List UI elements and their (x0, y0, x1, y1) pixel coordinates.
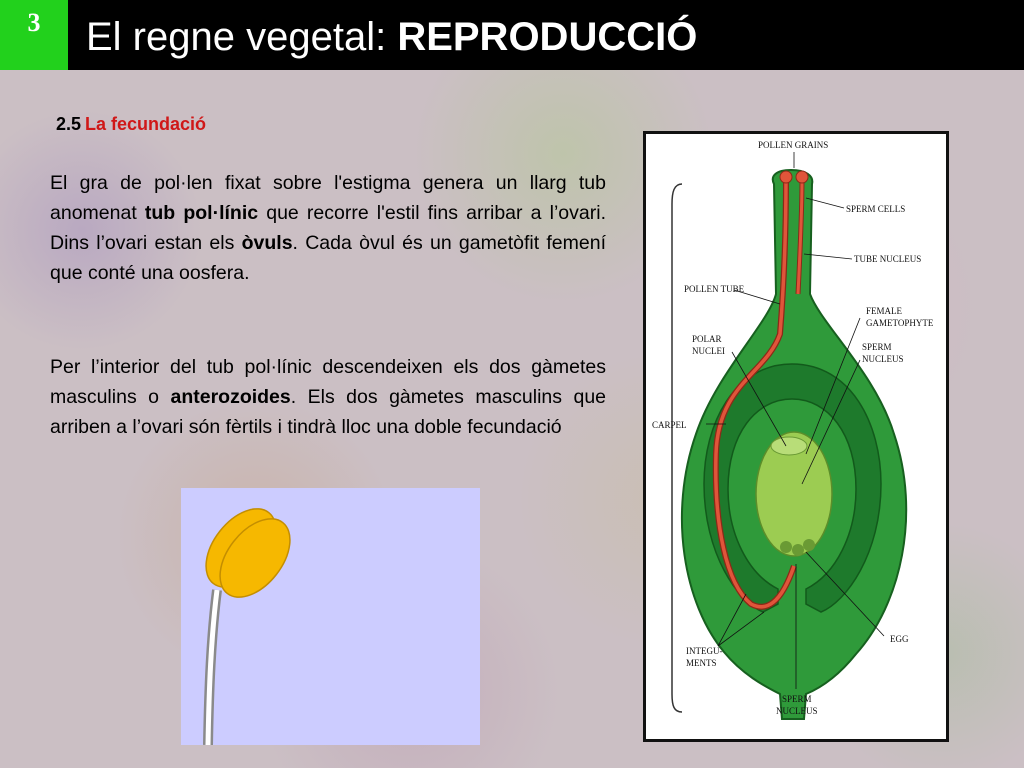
title-bold: REPRODUCCIÓ (397, 15, 698, 59)
section-number: 2.5 (56, 114, 82, 134)
pollen-grain-2 (796, 171, 808, 183)
paragraph-2 (50, 352, 606, 442)
carpel-bracket (672, 184, 682, 712)
label-carpel: CARPEL (652, 420, 687, 430)
label-sperm-cells: SPERM CELLS (846, 204, 906, 214)
slide-title (86, 14, 697, 60)
label-sperm-top-2: NUCLEUS (862, 354, 904, 364)
label-female-2: GAMETOPHYTE (866, 318, 934, 328)
label-tube-nucleus: TUBE NUCLEUS (854, 254, 922, 264)
section-title: La fecundació (85, 114, 207, 134)
p2-text-1: Per l’interior del tub pol·línic descendeixen els dos gàmetes masculins o (50, 356, 606, 408)
egg-cell (780, 541, 792, 553)
label-sperm-bottom-1: SPERM (782, 694, 812, 704)
label-female-1: FEMALE (866, 306, 902, 316)
p1-bold-1: tub pol·línic (144, 202, 259, 224)
label-pollen-tube: POLLEN TUBE (684, 284, 745, 294)
p1-text-3: . Cada òvul és un gametòfit femení que conté una oosfera. (50, 232, 607, 284)
pollen-illustration (181, 488, 480, 745)
label-egg: EGG (890, 634, 909, 644)
p1-bold-2: òvuls (241, 232, 293, 254)
label-integuments-1: INTEGU- (686, 646, 723, 656)
label-polar-1: POLAR (692, 334, 722, 344)
label-pollen-grains: POLLEN GRAINS (758, 140, 829, 150)
pollen-grain-1 (780, 171, 792, 183)
label-sperm-bottom-2: NUCLEUS (776, 706, 818, 716)
title-prefix: El regne vegetal: (86, 15, 398, 59)
label-sperm-top-1: SPERM (862, 342, 892, 352)
pollen-grain-drawing (181, 488, 480, 745)
carpel-diagram (643, 131, 949, 742)
label-polar-2: NUCLEI (692, 346, 725, 356)
paragraph-1 (50, 168, 606, 288)
section-heading (56, 114, 206, 135)
p2-text-2: . Els dos gàmetes masculins que arriben a l’ovari són fèrtils i tindrà lloc una doble fecundació (50, 386, 607, 438)
carpel-diagram-svg (646, 134, 946, 739)
p1-text-1: El gra de pol·len fixat sobre l'estigma genera un llarg tub anomenat (50, 172, 606, 224)
slide-number-badge (0, 0, 68, 70)
p2-bold-1: anterozoides (170, 386, 291, 408)
polar-nuclei (771, 437, 807, 455)
slide-number: 3 (27, 8, 41, 37)
label-integuments-2: MENTS (686, 658, 717, 668)
p1-text-2: que recorre l'estil fins arribar a l’ovari. Dins l’ovari estan els (50, 202, 606, 254)
